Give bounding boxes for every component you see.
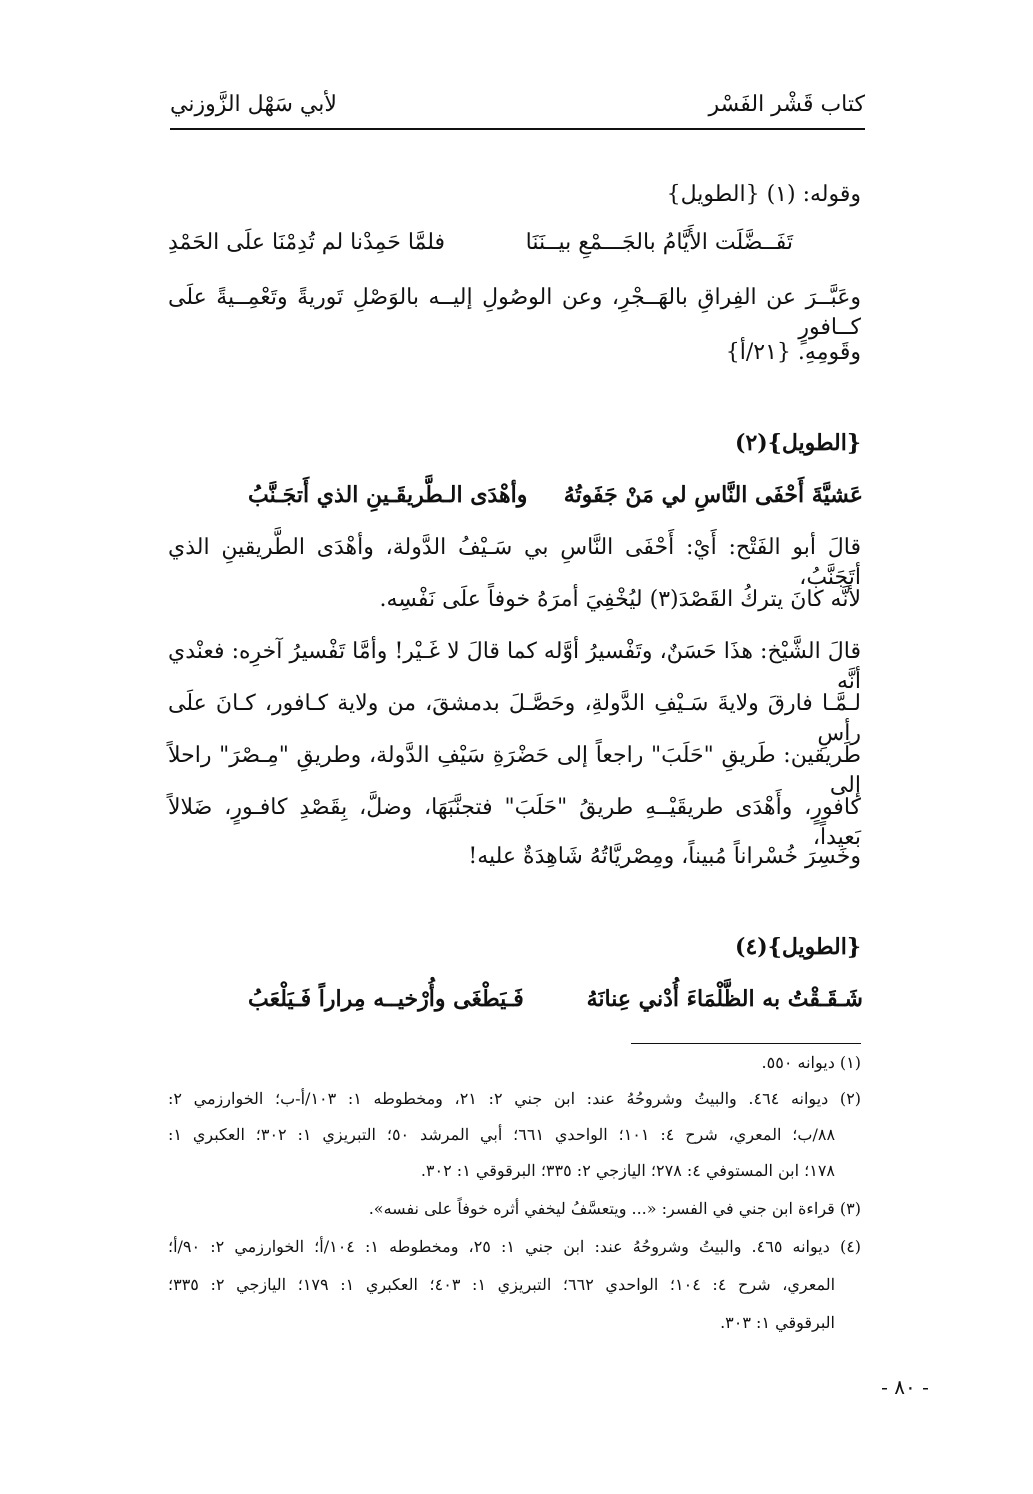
footnote: المعري، شرح ٤: ١٠٤؛ الواحدي ٦٦٢؛ التبريزي ١: ٤٠٣؛ العكبري ١: ١٧٩؛ اليازجي ٢: ٣٣٥؛: [168, 1275, 836, 1294]
prose-line: وعَبَّــرَ عن الفِراقِ بالهَــجْرِ، وعن الوصُولِ إليــه بالوَصْلِ تَوريةً وتَعْمِــيةً علَى كــافورٍ: [168, 285, 861, 340]
footnote: (٢) ديوانه ٤٦٤. والبيتُ وشروحُهُ عند: ابن جني ٢: ٢١، ومخطوطه ١: ١٠٣/أ-ب؛ الخوارزمي ٢:: [168, 1089, 862, 1108]
prose-line: لـمَّـا فارقَ ولايةَ سَـيْفِ الدَّولةِ، وحَصَّـلَ بدمشقَ، من ولاية كـافور، كـانَ علَى رأسِ: [168, 691, 861, 746]
footnote: (١) ديوانه ٥٥٠.: [761, 1053, 861, 1072]
prose-line: قالَ أبو الفَتْح: أَيْ: أَحْفَى النَّاسِ بي سَـيْفُ الدَّولة، وأهْدَى الطَّريقينِ الذي أتَجَنَّبُ،: [168, 535, 861, 590]
footnote: البرقوقي ١: ٣٠٣.: [720, 1313, 835, 1332]
footnote: ١٧٨؛ ابن المستوفي ٤: ٢٧٨؛ اليازجي ٢: ٣٣٥؛ البرقوقي ١: ٣٠٢.: [420, 1161, 835, 1180]
prose-line: قالَ الشَّيْخ: هذَا حَسَنٌ، وتَفْسيرُ أوَّله كما قالَ لا غَـيْر! وأمَّا تَفْسيرُ آخرِه: فعنْدي أنَّه: [168, 639, 861, 694]
prose-line: طَريقين: طَريقِ "حَلَبَ" راجعاً إلى حَضْرَةِ سَيْفِ الدَّولة، وطريقِ "مِـصْرَ" راحلاً إلى: [168, 743, 861, 798]
prose-line: كافورٍ، وأَهْدَى طريقَيْــهِ طريقُ "حَلَبَ" فتجنَّبَهَا، وضلَّ، بِقَصْدِ كافـورٍ، ضَلالاً بَعيداً،: [168, 795, 861, 850]
footnote: (٣) قراءة ابن جني في الفسر: «... ويتعسَّفُ ليخفي أثره خوفاً على نفسه».: [368, 1199, 861, 1218]
page-number: - ٨٠ -: [881, 1375, 929, 1399]
verse-hemistich-right: تَفَــضَّلَت الأَيَّامُ بالجَـــمْعِ بيــنَنَا: [525, 230, 793, 255]
running-header: [170, 88, 865, 130]
footnote: (٤) ديوانه ٤٦٥. والبيتُ وشروحُهُ عند: ابن جني ١: ٢٥، ومخطوطه ١: ١٠٤/أ؛ الخوارزمي ٢: ٩٠/أ؛: [168, 1237, 862, 1256]
meter-label: {الطويل}(٤): [735, 934, 861, 960]
author-name: لأبي سَهْل الزَّوزني: [170, 92, 337, 117]
meter-label: {الطويل}(٢): [735, 430, 861, 456]
verse-hemistich-left: وأهْدَى الـطَّريقَـينِ الذي أَتجَـنَّبُ: [248, 482, 528, 508]
footnote-divider: [631, 1043, 861, 1044]
verse-hemistich-right: شَـقَـقْتُ به الظَّلْمَاءَ أُدْني عِنانَهُ: [586, 986, 863, 1012]
prose-line: وخَسِرَ خُسْراناً مُبيناً، ومِصْريَّاتُهُ شَاهِدَةٌ عليه!: [468, 844, 861, 869]
verse-hemistich-left: فَـيَطْغَى وأُرْخيــه مِراراً فَـيَلْعَبُ: [248, 986, 524, 1012]
verse-hemistich-left: فلمَّا حَمِدْنا لم تُدِمْنَا علَى الحَمْدِ: [168, 230, 446, 255]
book-title: كتاب قَشْر الفَسْر: [708, 92, 865, 117]
intro-line: وقوله: (١) {الطويل}: [666, 182, 861, 207]
prose-line: لأنَّه كانَ يتركُ القَصْدَ(٣) ليُخْفِيَ أمرَهُ خوفاً علَى نَفْسِه.: [379, 587, 861, 612]
verse-hemistich-right: عَشيَّةَ أَحْفَى النَّاسِ لي مَنْ جَفَوتُهُ: [563, 482, 863, 508]
footnote: ٨٨/ب؛ المعري، شرح ٤: ١٠١؛ الواحدي ٦٦١؛ أبي المرشد ٥٠؛ التبريزي ١: ٣٠٢؛ العكبري ١:: [168, 1125, 836, 1144]
prose-line: وقَومِهِ. {٢١/أ}: [725, 340, 861, 365]
